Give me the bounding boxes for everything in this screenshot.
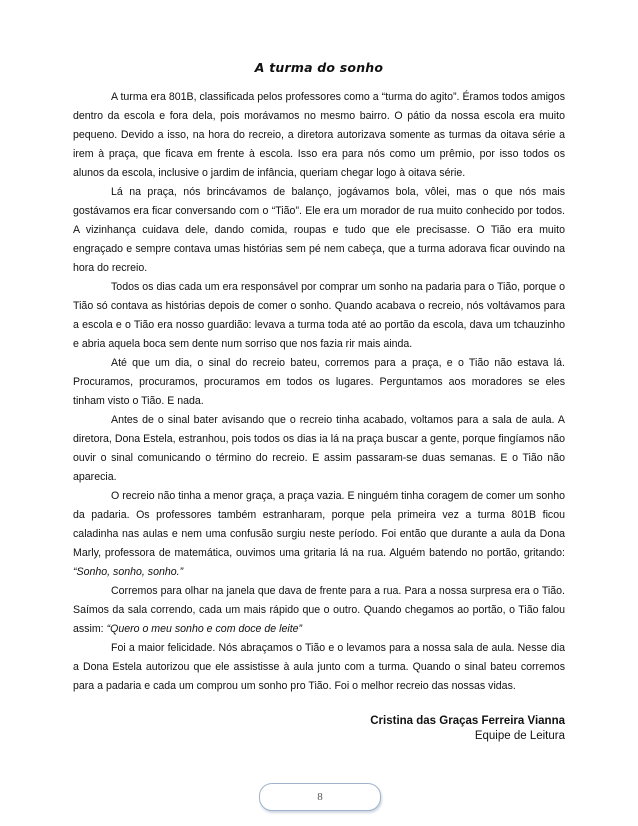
author-team: Equipe de Leitura (474, 730, 565, 742)
page-number: 8 (259, 783, 381, 811)
quoted-speech: “Sonho, sonho, sonho.” (73, 566, 184, 578)
paragraph-5 (73, 411, 565, 487)
paragraph-1 (73, 88, 565, 183)
paragraph-text: Até que um dia, o sinal do recreio bateu, corremos para a praça, e o Tião não estava lá. Procuramos, procuramos, procuramos em todos os lugares. Perguntamos aos moradores se eles tinham visto o Tião. E nada. (73, 357, 565, 407)
paragraph-3 (73, 278, 565, 354)
paragraph-4 (73, 354, 565, 411)
story-body (73, 88, 565, 696)
paragraph-text: A turma era 801B, classificada pelos professores como a “turma do agito”. Éramos todos amigos dentro da escola e fora dela, pois morávamos no mesmo bairro. O pátio da nossa escola era muito pequeno. Devido a isso, na hora do recreio, a diretora autorizava somente as turmas da oitava série a irem à praça, que ficava em frente à escola. Isso era para nós como um prêmio, por isso todos os alunos da escola, inclusive o jardim de infância, queriam chegar logo à oitava série. (73, 91, 565, 179)
paragraph-text: Todos os dias cada um era responsável por comprar um sonho na padaria para o Tião, porque o Tião só contava as histórias depois de comer o sonho. Quando acabava o recreio, nós voltávamos para a escola e o Tião era nosso guardião: levava a turma toda até ao portão da escola, dava um tchauzinho e abria aquela boca sem dente num sorriso que nos fazia rir mais ainda. (73, 281, 565, 350)
quoted-speech: “Quero o meu sonho e com doce de leite” (106, 623, 303, 635)
paragraph-text: Antes de o sinal bater avisando que o recreio tinha acabado, voltamos para a sala de aula. A diretora, Dona Estela, estranhou, pois todos os dias ia lá na praça buscar a gente, porque fingíamos não ouvir o sinal comunicando o término do recreio. E assim passaram-se duas semanas. E o Tião não aparecia. (73, 414, 565, 483)
paragraph-text: Corremos para olhar na janela que dava de frente para a rua. Para a nossa surpresa era o Tião. Saímos da sala correndo, cada um mais rápido que o outro. Quando chegamos ao portão, o Tião falou assim: (73, 585, 565, 635)
paragraph-text: Foi a maior felicidade. Nós abraçamos o Tião e o levamos para a nossa sala de aula. Nesse dia a Dona Estela autorizou que ele assistisse à aula junto com a turma. Quando o sinal bateu corremos para a padaria e cada um comprou um sonho pro Tião. Foi o melhor recreio das nossas vidas. (73, 642, 565, 692)
paragraph-text: O recreio não tinha a menor graça, a praça vazia. E ninguém tinha coragem de comer um sonho da padaria. Os professores também estranharam, porque pela primeira vez a turma 801B ficou caladinha nas aulas e nem uma confusão surgiu neste período. Foi então que durante a aula da Dona Marly, professora de matemática, ouvimos uma gritaria lá na rua. Alguém batendo no portão, gritando: (73, 490, 565, 559)
paragraph-text: Lá na praça, nós brincávamos de balanço, jogávamos bola, vôlei, mas o que nós mais gostávamos era ficar conversando com o “Tião”. Ele era um morador de rua muito conhecido por todos. A vizinhança cuidava dele, dando comida, roupas e tudo que ele precisasse. O Tião era muito engraçado e sempre contava umas histórias sem pé nem cabeça, que a turma adorava ficar ouvindo na hora do recreio. (73, 186, 565, 274)
author-name: Cristina das Graças Ferreira Vianna (370, 715, 565, 727)
page-title: A turma do sonho (254, 60, 384, 75)
author-signature (370, 714, 565, 744)
paragraph-2 (73, 183, 565, 278)
paragraph-6 (73, 487, 565, 582)
paragraph-7 (73, 582, 565, 639)
paragraph-8 (73, 639, 565, 696)
